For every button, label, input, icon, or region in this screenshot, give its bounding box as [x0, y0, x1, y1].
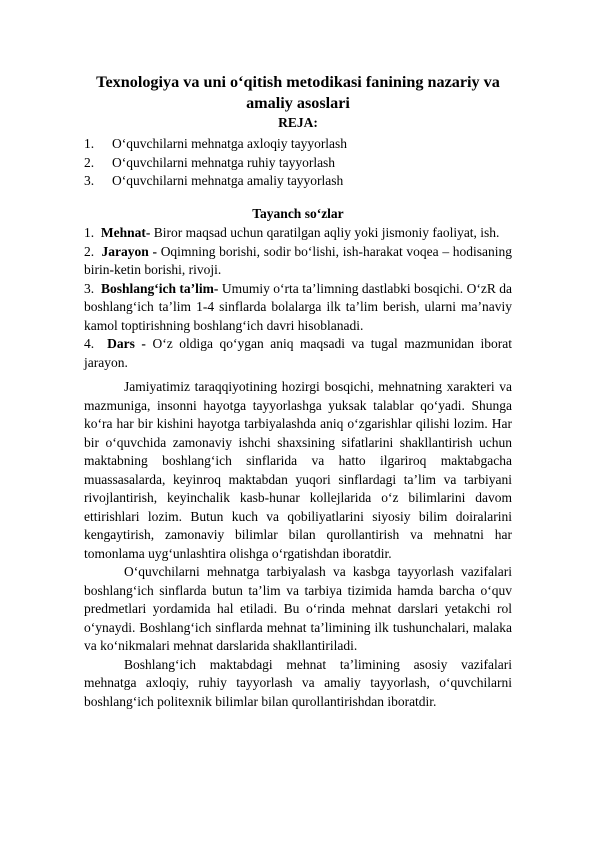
reja-heading: REJA:: [278, 115, 318, 130]
body-text: [84, 378, 512, 711]
keyword-term: Mehnat-: [100, 225, 151, 240]
document-title: Texnologiya va uni o‘qitish metodikasi fanining nazariy va amaliy asoslari: [96, 73, 500, 112]
keyword-term: Boshlang‘ich ta’lim-: [100, 280, 219, 296]
plan-item: [84, 135, 512, 154]
keyword-entry: [84, 280, 512, 336]
body-paragraph: Jamiyatimiz taraqqiyotining hozirgi bosqichi, mehnatning xarakteri va mazmuniga, insonni hayotga tayyorlashga yuksak talablar qo‘yadi. Shunga ko‘ra har bir kishini hayotga tarbiyalashda aniq o‘zgarishlar qilishi lozim. Har bir o‘quvchida zamonaviy ishchi shaxsining sifatlarini shakllantirish uchun maktabning boshlang‘ich sinflarida va hatto ilgariroq maktabgacha muassasalarda, keyinroq maktabdan yuqori sinflardagi ta’lim va tarbiyani rivojlantirish, keyinchalik kasb-hunar kollejlarida o‘z bilimlarini davom ettirishlari lozim. Butun kuch va qobiliyatlarini siyosiy bilim doiralarini kengaytirish, zamonaviy bilimlar bilan qurollantirish va mehnatni har tomonlama uyg‘unlashtira olishga o‘rgatishdan iboratdir.: [84, 379, 512, 561]
plan-item-text: O‘quvchilarni mehnatga axloqiy tayyorlash: [112, 136, 348, 151]
keyword-entry: [84, 243, 512, 280]
plan-item-text: O‘quvchilarni mehnatga amaliy tayyorlash: [112, 173, 344, 188]
keyword-term: Dars -: [107, 336, 146, 351]
body-paragraph: O‘quvchilarni mehnatga tarbiyalash va kasbga tayyorlash vazifalari boshlang‘ich sinflarda butun ta’lim va tarbiya tizimida hamda barcha o‘quv predmetlari yordamida hal etiladi. Bu o‘rinda mehnat darslari yetakchi rol o‘ynaydi. Boshlang‘ich sinflarda mehnat ta’limining ilk tushunchalari, malaka va ko‘nikmalari mehnat darslarida shakllantiriladi.: [84, 564, 512, 653]
plan-item: [84, 154, 512, 173]
plan-item-number: 2.: [84, 154, 95, 170]
keyword-definition: Biror maqsad uchun qaratilgan aqliy yoki jismoniy faoliyat, ish.: [153, 225, 500, 240]
plan-item-number: 3.: [84, 173, 95, 188]
body-paragraph: Boshlang‘ich maktabdagi mehnat ta’limining asosiy vazifalari mehnatga axloqiy, ruhiy tayyorlash va amaliy tayyorlash, o‘quvchilarni boshlang‘ich politexnik bilimlar bilan qurollantirishdan iboratdir.: [84, 656, 512, 709]
keyword-number: 3.: [84, 280, 95, 296]
keyword-entry: [84, 224, 512, 243]
keyword-definition: O‘z oldiga qo‘ygan aniq maqsadi va tugal mazmunidan iborat jarayon.: [84, 336, 513, 370]
keywords-heading: Tayanch so‘zlar: [252, 206, 344, 221]
keyword-number: 4.: [84, 336, 95, 351]
plan-list: [84, 135, 512, 191]
keyword-definition: Oqimning borishi, sodir bo‘lishi, ish-harakat voqea – hodisaning birin-ketin borishi, rivoji.: [84, 243, 513, 277]
keyword-definition: Umumiy o‘rta ta’limning dastlabki bosqichi. O‘zR da boshlang‘ich ta’lim 1-4 sinflarda bolalarga ilk ta’lim berish, ularni ma’naviy kamol toptirishning boshlang‘ich davri hisoblanadi.: [84, 280, 512, 333]
plan-item-text: O‘quvchilarni mehnatga ruhiy tayyorlash: [112, 154, 336, 170]
keyword-entry: [84, 335, 512, 372]
keyword-number: 1.: [84, 225, 95, 240]
keyword-number: 2.: [84, 243, 95, 259]
plan-item: [84, 172, 512, 191]
keywords-list: [84, 224, 512, 372]
keyword-term: Jarayon -: [101, 243, 157, 259]
plan-item-number: 1.: [84, 136, 95, 151]
